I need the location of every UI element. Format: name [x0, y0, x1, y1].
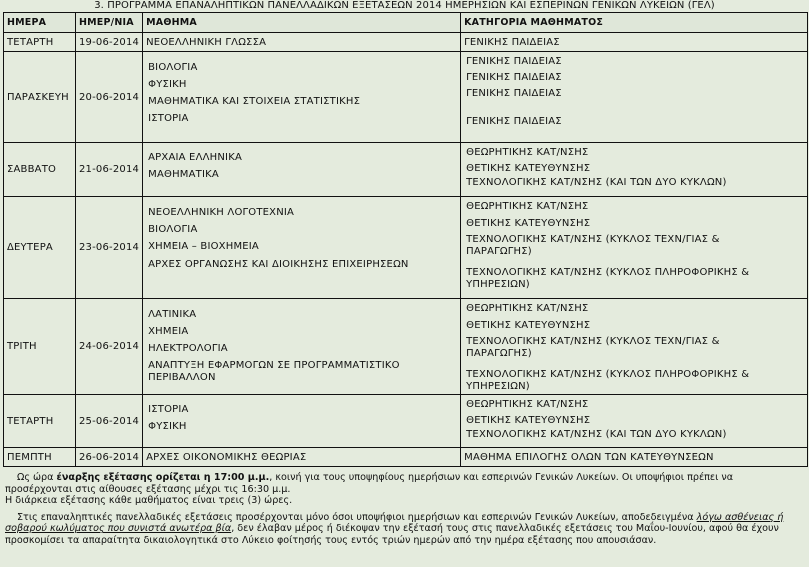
category-line: ΓΕΝΙΚΗΣ ΠΑΙΔΕΙΑΣ — [466, 72, 562, 83]
subject-cell — [143, 395, 461, 448]
subject-line: ΑΡΧΑΙΑ ΕΛΛΗΝΙΚΑ — [148, 152, 243, 163]
subject-cell — [143, 143, 461, 197]
day-cell: ΤΕΤΑΡΤΗ — [4, 33, 76, 52]
subject-line: ΦΥΣΙΚΗ — [148, 79, 187, 90]
day-cell: ΔΕΥΤΕΡΑ — [4, 197, 76, 299]
subject-cell — [143, 52, 461, 143]
subject-line: ΝΕΟΕΛΛΗΝΙΚΗ ΓΛΩΣΣΑ — [146, 36, 267, 48]
subject-line: ΜΑΘΗΜΑΤΙΚΑ — [148, 169, 219, 180]
subject-line: ΦΥΣΙΚΗ — [148, 421, 187, 432]
subject-line: ΙΣΤΟΡΙΑ — [148, 113, 189, 124]
table-row — [4, 33, 808, 52]
date-cell: 23-06-2014 — [76, 197, 143, 299]
category-line: ΤΕΧΝΟΛΟΓΙΚΗΣ ΚΑΤ/ΝΣΗΣ (ΚΥΚΛΟΣ ΤΕΧΝ/ΓΙΑΣ & ΠΑΡΑΓΩΓΗΣ) — [466, 336, 720, 359]
note-text: , δεν έλαβαν μέρος ή διέκοψαν την εξέτασή τους στις πανελλαδικές εξετάσεις του Μαΐου-Ιουνίου, αφού θα έχουν προσκομίσει τα απαραίτητα δικαιολογητικά στο Λύκειο φοίτησής τους εντός τριών ημερών από την ημέρα εξέτασης που απουσιάσαν. — [5, 523, 779, 546]
note-eligibility — [5, 512, 803, 547]
subject-line: ΗΛΕΚΤΡΟΛΟΓΙΑ — [148, 343, 228, 354]
header-date: ΗΜΕΡ/ΝΙΑ — [76, 13, 143, 33]
notes — [5, 472, 803, 547]
table-header-row — [4, 13, 808, 33]
category-line: ΤΕΧΝΟΛΟΓΙΚΗΣ ΚΑΤ/ΝΣΗΣ (ΚΑΙ ΤΩΝ ΔΥΟ ΚΥΚΛΩΝ) — [466, 177, 727, 188]
category-line: ΜΑΘΗΜΑ ΕΠΙΛΟΓΗΣ ΟΛΩΝ ΤΩΝ ΚΑΤΕΥΘΥΝΣΕΩΝ — [464, 451, 714, 463]
category-line: ΘΕΤΙΚΗΣ ΚΑΤΕΥΘΥΝΣΗΣ — [466, 320, 591, 331]
header-subject: ΜΑΘΗΜΑ — [143, 13, 461, 33]
subject-line: ΙΣΤΟΡΙΑ — [148, 404, 189, 415]
category-line: ΘΕΩΡΗΤΙΚΗΣ ΚΑΤ/ΝΣΗΣ — [466, 399, 589, 410]
category-cell — [461, 197, 808, 299]
category-line: ΘΕΤΙΚΗΣ ΚΑΤΕΥΘΥΝΣΗΣ — [466, 415, 591, 426]
note-text: Ως ώρα — [17, 472, 57, 483]
day-cell: ΤΕΤΑΡΤΗ — [4, 395, 76, 448]
table-row — [4, 143, 808, 197]
note-text: , κοινή για τους υποψηφίους ημερήσιων και εσπερινών Γενικών Λυκείων. Οι υποψήφιοι πρέπει να προσέρχονται στις αίθουσες εξέτασης μέχρι τις 16:30 μ.μ. — [5, 472, 734, 495]
subject-line: ΑΡΧΕΣ ΟΡΓΑΝΩΣΗΣ ΚΑΙ ΔΙΟΙΚΗΣΗΣ ΕΠΙΧΕΙΡΗΣΕΩΝ — [148, 259, 409, 270]
subject-line: ΑΝΑΠΤΥΞΗ ΕΦΑΡΜΟΓΩΝ ΣΕ ΠΡΟΓΡΑΜΜΑΤΙΣΤΙΚΟ ΠΕΡΙΒΑΛΛΟΝ — [148, 360, 400, 383]
header-category: ΚΑΤΗΓΟΡΙΑ ΜΑΘΗΜΑΤΟΣ — [461, 13, 808, 33]
category-cell — [461, 33, 808, 52]
category-line: ΘΕΩΡΗΤΙΚΗΣ ΚΑΤ/ΝΣΗΣ — [466, 201, 589, 212]
table-row — [4, 52, 808, 143]
note-duration: Η διάρκεια εξέτασης κάθε μαθήματος είναι τρεις (3) ώρες. — [5, 495, 293, 507]
subject-line: ΛΑΤΙΝΙΚΑ — [148, 309, 197, 320]
table-caption: 3. ΠΡΟΓΡΑΜΜΑ ΕΠΑΝΑΛΗΠΤΙΚΩΝ ΠΑΝΕΛΛΑΔΙΚΩΝ ΕΞΕΤΑΣΕΩΝ 2014 ΗΜΕΡΗΣΙΩΝ ΚΑΙ ΕΣΠΕΡΙΝΩΝ ΓΕΝΙΚΩΝ ΛΥΚΕΙΩΝ (ΓΕΛ) — [94, 0, 715, 11]
date-cell: 24-06-2014 — [76, 299, 143, 395]
header-day: ΗΜΕΡΑ — [4, 13, 76, 33]
subject-cell — [143, 448, 461, 467]
note-bold: έναρξης εξέτασης ορίζεται η 17:00 μ.μ. — [56, 472, 270, 483]
subject-line: ΒΙΟΛΟΓΙΑ — [148, 62, 198, 73]
note-text: Στις επαναληπτικές πανελλαδικές εξετάσεις προσέρχονται μόνο όσοι υποψήφιοι ημερήσιων και εσπερινών Γενικών Λυκείων, αποδεδειγμένα — [17, 511, 697, 523]
subject-cell — [143, 33, 461, 52]
category-line: ΤΕΧΝΟΛΟΓΙΚΗΣ ΚΑΤ/ΝΣΗΣ (ΚΥΚΛΟΣ ΠΛΗΡΟΦΟΡΙΚΗΣ & ΥΠΗΡΕΣΙΩΝ) — [466, 369, 750, 392]
table-row — [4, 448, 808, 467]
note-underlined: λόγω ασθένειας ή σοβαρού κωλύματος που συνιστά ανωτέρα βία — [5, 511, 784, 535]
subject-line: ΧΗΜΕΙΑ — [148, 326, 189, 337]
date-cell: 20-06-2014 — [76, 52, 143, 143]
category-cell — [461, 395, 808, 448]
subject-cell — [143, 197, 461, 299]
category-line: ΘΕΩΡΗΤΙΚΗΣ ΚΑΤ/ΝΣΗΣ — [466, 303, 589, 314]
subject-line: ΝΕΟΕΛΛΗΝΙΚΗ ΛΟΓΟΤΕΧΝΙΑ — [148, 207, 295, 218]
subject-line: ΜΑΘΗΜΑΤΙΚΑ ΚΑΙ ΣΤΟΙΧΕΙΑ ΣΤΑΤΙΣΤΙΚΗΣ — [148, 96, 361, 107]
category-cell — [461, 448, 808, 467]
subject-line: ΑΡΧΕΣ ΟΙΚΟΝΟΜΙΚΗΣ ΘΕΩΡΙΑΣ — [146, 451, 307, 463]
table-row — [4, 197, 808, 299]
category-line: ΓΕΝΙΚΗΣ ΠΑΙΔΕΙΑΣ — [464, 36, 560, 48]
category-line: ΘΕΩΡΗΤΙΚΗΣ ΚΑΤ/ΝΣΗΣ — [466, 147, 589, 158]
day-cell: ΤΡΙΤΗ — [4, 299, 76, 395]
category-line: ΤΕΧΝΟΛΟΓΙΚΗΣ ΚΑΤ/ΝΣΗΣ (ΚΥΚΛΟΣ ΤΕΧΝ/ΓΙΑΣ & ΠΑΡΑΓΩΓΗΣ) — [466, 234, 720, 257]
subject-cell — [143, 299, 461, 395]
category-cell — [461, 143, 808, 197]
category-line: ΓΕΝΙΚΗΣ ΠΑΙΔΕΙΑΣ — [466, 56, 562, 67]
table-row — [4, 395, 808, 448]
date-cell: 21-06-2014 — [76, 143, 143, 197]
category-line: ΘΕΤΙΚΗΣ ΚΑΤΕΥΘΥΝΣΗΣ — [466, 163, 591, 174]
category-cell — [461, 52, 808, 143]
day-cell: ΠΕΜΠΤΗ — [4, 448, 76, 467]
category-line: ΤΕΧΝΟΛΟΓΙΚΗΣ ΚΑΤ/ΝΣΗΣ (ΚΥΚΛΟΣ ΠΛΗΡΟΦΟΡΙΚΗΣ & ΥΠΗΡΕΣΙΩΝ) — [466, 267, 750, 290]
date-cell: 26-06-2014 — [76, 448, 143, 467]
category-line: ΤΕΧΝΟΛΟΓΙΚΗΣ ΚΑΤ/ΝΣΗΣ (ΚΑΙ ΤΩΝ ΔΥΟ ΚΥΚΛΩΝ) — [466, 429, 727, 440]
subject-line: ΧΗΜΕΙΑ – ΒΙΟΧΗΜΕΙΑ — [148, 241, 259, 252]
category-line: ΘΕΤΙΚΗΣ ΚΑΤΕΥΘΥΝΣΗΣ — [466, 218, 591, 229]
day-cell: ΠΑΡΑΣΚΕΥΗ — [4, 52, 76, 143]
note-start-time — [5, 472, 803, 495]
date-cell: 25-06-2014 — [76, 395, 143, 448]
category-line: ΓΕΝΙΚΗΣ ΠΑΙΔΕΙΑΣ — [466, 88, 562, 99]
day-cell: ΣΑΒΒΑΤΟ — [4, 143, 76, 197]
exam-schedule-table — [3, 12, 808, 467]
date-cell: 19-06-2014 — [76, 33, 143, 52]
subject-line: ΒΙΟΛΟΓΙΑ — [148, 224, 198, 235]
category-cell — [461, 299, 808, 395]
table-row — [4, 299, 808, 395]
category-line: ΓΕΝΙΚΗΣ ΠΑΙΔΕΙΑΣ — [466, 116, 562, 127]
